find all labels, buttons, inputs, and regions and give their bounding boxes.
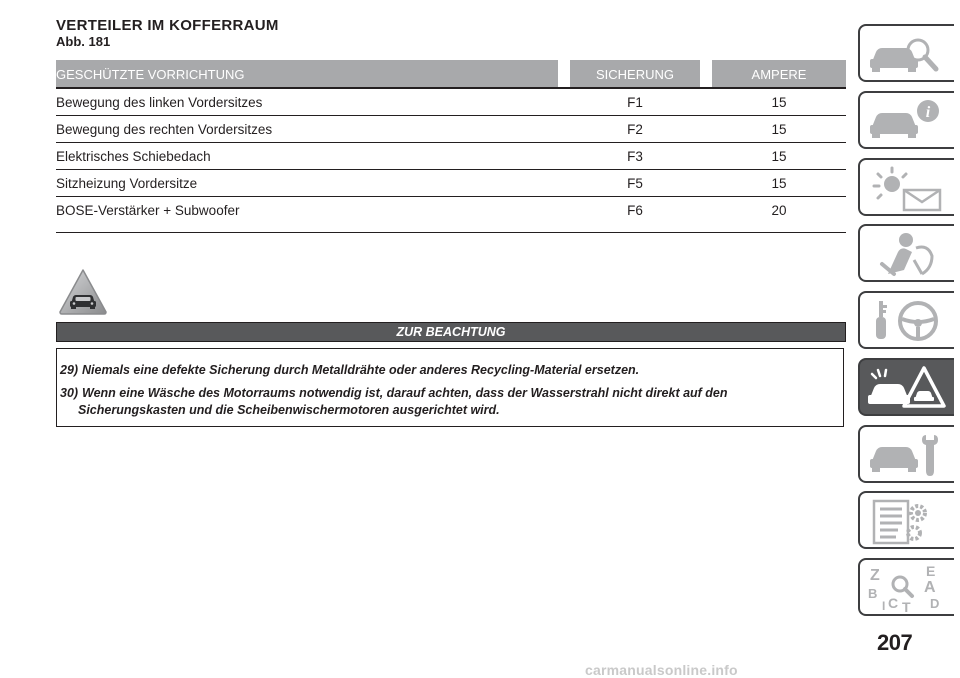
table-row <box>56 89 846 116</box>
column-header-fuse: SICHERUNG <box>570 60 700 87</box>
car-emergency-icon <box>868 364 948 412</box>
cell-device: Bewegung des linken Vordersitzes <box>56 95 263 110</box>
column-header-ampere: AMPERE <box>712 60 846 87</box>
cell-fuse: F6 <box>627 203 643 218</box>
cell-fuse: F1 <box>627 95 643 110</box>
table-row <box>56 197 846 233</box>
tab-airbag-seat[interactable] <box>858 224 954 282</box>
tab-car-search[interactable] <box>858 24 954 82</box>
table-row <box>56 116 846 143</box>
svg-text:I: I <box>882 599 886 612</box>
car-info-icon <box>868 97 948 145</box>
figure-reference: Abb. 181 <box>56 34 111 49</box>
alphabet-index-icon <box>868 564 948 612</box>
light-envelope-icon <box>868 164 948 212</box>
section-title: VERTEILER IM KOFFERRAUM <box>56 17 279 34</box>
note-text: Niemals eine defekte Sicherung durch Metalldrähte oder anderes Recycling-Material ersetzen. <box>82 363 640 377</box>
cell-ampere: 15 <box>771 176 787 191</box>
airbag-seat-icon <box>868 230 948 278</box>
tab-checklist-gear[interactable] <box>858 491 954 549</box>
table-row <box>56 170 846 197</box>
note-text: Wenn eine Wäsche des Motorraums notwendig ist, darauf achten, dass der Wasserstrahl nicht direkt auf den <box>82 386 728 400</box>
watermark: carmanualsonline.info <box>585 662 738 678</box>
svg-text:Z: Z <box>870 567 880 584</box>
tab-alphabet-index[interactable] <box>858 558 954 616</box>
car-search-icon <box>868 30 948 78</box>
page-number: 207 <box>877 630 913 655</box>
cell-ampere: 15 <box>771 122 787 137</box>
cell-ampere: 15 <box>771 95 787 110</box>
note-number: 29) <box>60 363 79 377</box>
note-number: 30) <box>60 386 79 400</box>
tab-car-info[interactable] <box>858 91 954 149</box>
cell-device: BOSE-Verstärker + Subwoofer <box>56 203 240 218</box>
warning-notes-box <box>56 348 844 427</box>
table-row <box>56 143 846 170</box>
svg-text:T: T <box>902 599 911 612</box>
svg-text:A: A <box>924 579 936 596</box>
cell-ampere: 20 <box>771 203 787 218</box>
cell-device: Elektrisches Schiebedach <box>56 149 211 164</box>
table-header <box>56 60 846 87</box>
warning-note <box>60 385 728 419</box>
cell-device: Bewegung des rechten Vordersitzes <box>56 122 273 137</box>
car-wrench-icon <box>868 431 948 479</box>
car-warning-triangle-icon <box>58 268 108 316</box>
svg-text:E: E <box>926 564 936 579</box>
cell-device: Sitzheizung Vordersitze <box>56 176 198 191</box>
tab-car-emergency[interactable] <box>858 358 954 416</box>
checklist-gear-icon <box>868 497 948 545</box>
tab-key-steering-wheel[interactable] <box>858 291 954 349</box>
note-text-continued: Sicherungskasten und die Scheibenwischermotoren ausgerichtet wird. <box>78 403 500 417</box>
svg-text:B: B <box>868 586 878 601</box>
fuse-table <box>56 60 846 218</box>
cell-fuse: F2 <box>627 122 643 137</box>
cell-ampere: 15 <box>771 149 787 164</box>
svg-text:C: C <box>888 595 899 611</box>
svg-text:i: i <box>925 104 931 121</box>
warning-note <box>60 362 639 379</box>
key-steering-wheel-icon <box>868 297 948 345</box>
svg-text:D: D <box>930 596 940 611</box>
cell-fuse: F5 <box>627 176 643 191</box>
tab-car-wrench[interactable] <box>858 425 954 483</box>
column-header-device: GESCHÜTZTE VORRICHTUNG <box>56 60 558 87</box>
tab-light-envelope[interactable] <box>858 158 954 216</box>
table-body <box>56 89 846 233</box>
warning-title-bar: ZUR BEACHTUNG <box>56 322 846 342</box>
cell-fuse: F3 <box>627 149 643 164</box>
